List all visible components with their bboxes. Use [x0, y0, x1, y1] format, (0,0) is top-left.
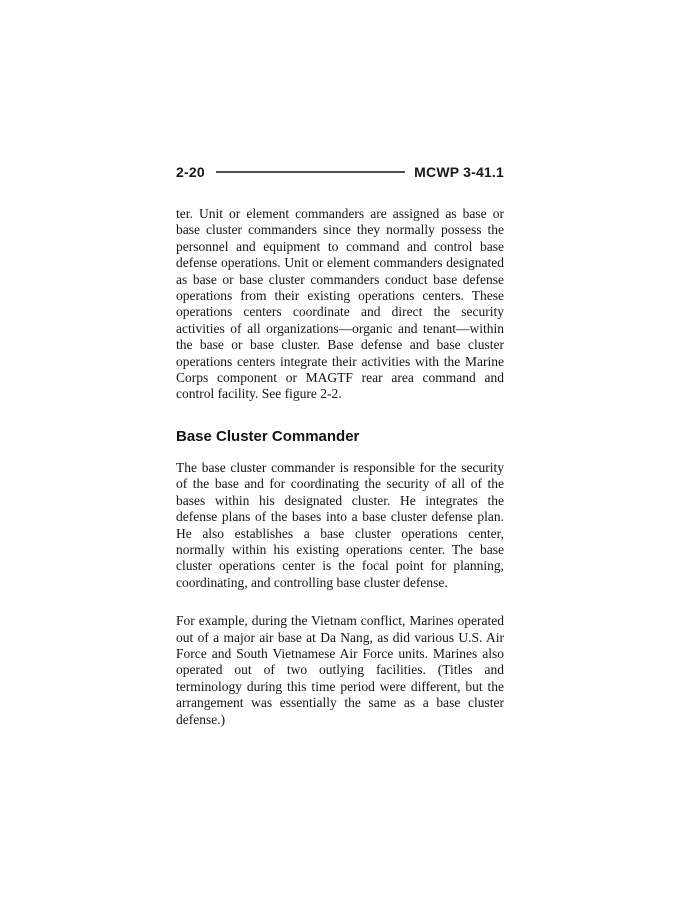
opening-paragraph: ter. Unit or element commanders are assigned as base or base cluster commanders since they normally possess the personnel and equipment to command and control base defense operations. Unit or element commanders designated as base or base cluster commanders conduct base defense operations from their existing operations centers. These operations centers coordinate and direct the security activities of all organizations—organic and tenant—within the base or base cluster. Base defense and base cluster operations centers integrate their activities with the Marine Corps component or MAGTF rear area command and control facility. See figure 2-2.	[176, 206, 504, 402]
section-paragraph: The base cluster commander is responsible for the security of the base and for coordinating the security of all of the bases within his designated cluster. He integrates the defense plans of the bases into a base cluster defense plan. He also establishes a base cluster operations center, normally within his existing operations center. The base cluster operations center is the focal point for planning, coordinating, and controlling base cluster defense.	[176, 459, 504, 590]
content-column	[176, 199, 504, 728]
page-number: 2-20	[176, 164, 205, 180]
section-heading: Base Cluster Commander	[176, 427, 360, 445]
header-rule-divider	[216, 171, 405, 173]
doc-title: MCWP 3-41.1	[414, 164, 504, 180]
running-header	[176, 163, 504, 181]
example-paragraph: For example, during the Vietnam conflict, Marines operated out of a major air base at Da Nang, as did various U.S. Air Force and South Vietnamese Air Force units. Marines also operated out of two outlying facilities. (Titles and terminology during this time period were different, but the arrangement was essentially the same as a base cluster defense.)	[176, 613, 504, 727]
